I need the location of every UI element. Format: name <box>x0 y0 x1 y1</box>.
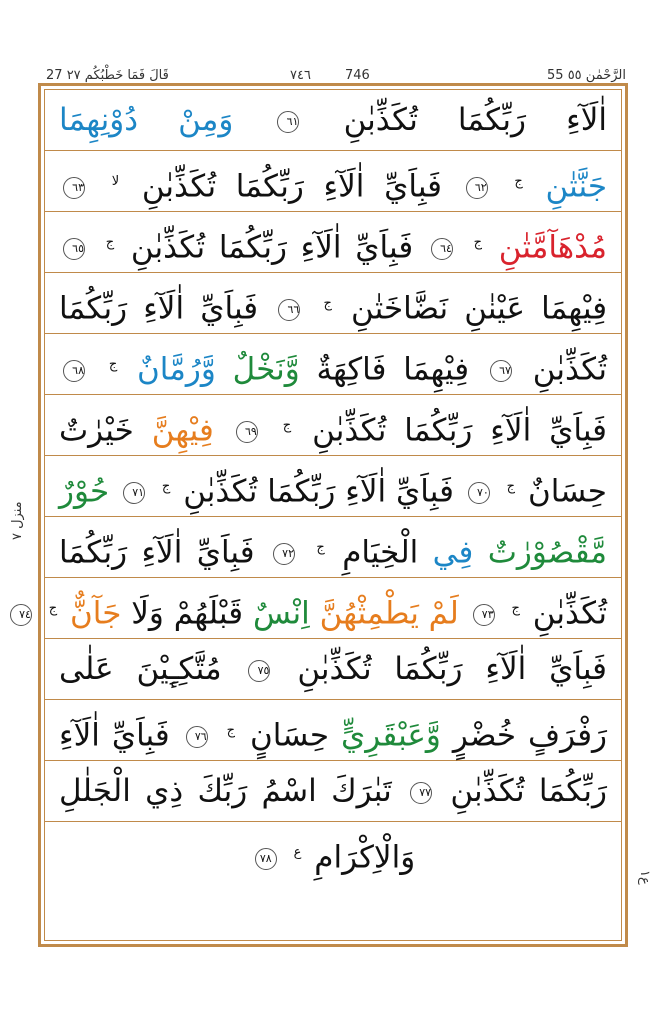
ayah-number-marker: ٧٦ <box>186 726 208 748</box>
waqf-stop-sign: ج <box>108 357 118 372</box>
text-line <box>45 456 621 517</box>
quran-text-segment: تُكَذِّبٰنِ <box>532 595 607 632</box>
waqf-stop-sign: ج <box>514 174 523 189</box>
ayah-number-marker: ٦٦ <box>278 299 300 321</box>
quran-text-segment: خَيْرٰتٌ <box>59 412 134 449</box>
header-page-number-arabic: ٧٤٦ <box>290 68 311 83</box>
quran-text-segment: جَآنٌّ <box>70 595 122 632</box>
ayah-number-marker: ٦٨ <box>63 360 85 382</box>
quran-text-segment: فِيْهِمَا فَاكِهَةٌ <box>316 351 470 388</box>
text-line <box>45 822 621 883</box>
ayah-number-marker: ٧٥ <box>248 660 270 682</box>
waqf-stop-sign: ج <box>316 540 325 555</box>
waqf-stop-sign: ج <box>506 479 516 494</box>
quran-text-segment: فَبِاَيِّ اٰلَآءِ رَبِّكُمَا تُكَذِّبٰنِ <box>183 473 454 510</box>
quran-text-segment: وَالْاِكْرَامِ <box>314 839 416 876</box>
waqf-stop-sign: ج <box>161 479 171 494</box>
ayah-number-marker: ٦٧ <box>490 360 512 382</box>
waqf-stop-sign: ج <box>473 235 483 250</box>
quran-text-segment: وَّعَبْقَرِيٍّ <box>341 717 441 754</box>
ruku-marker: ع١ <box>637 870 652 885</box>
quran-text-segment: حُوْرٌ <box>59 473 110 510</box>
text-line <box>45 639 621 700</box>
quran-text-segment: دُوْنِهِمَا <box>59 102 139 138</box>
text-line <box>45 700 621 761</box>
text-line <box>45 517 621 578</box>
text-line <box>45 761 621 822</box>
quran-text-segment: فَبِاَيِّ اٰلَآءِ رَبِّكُمَا تُكَذِّبٰنِ <box>297 651 607 687</box>
quran-text-segment: تُكَذِّبٰنِ <box>532 351 607 388</box>
text-line <box>45 90 621 151</box>
quran-text-segment: فَبِاَيِّ اٰلَآءِ رَبِّكُمَا تُكَذِّبٰنِ <box>312 412 608 449</box>
ayah-number-marker: ٦٣ <box>63 177 85 199</box>
manzil-marker: منزل ٧ <box>10 501 25 540</box>
ayah-number-marker: ٦٥ <box>63 238 85 260</box>
quran-text-segment: جَنَّتٰنِ <box>545 168 607 205</box>
quran-text-segment: فِيْهِنَّ <box>151 412 214 449</box>
ayah-number-marker: ٦٤ <box>431 238 453 260</box>
text-line <box>45 395 621 456</box>
quran-text-segment: وَّرُمَّانٌ <box>137 351 216 388</box>
ayah-number-marker: ٧٤ <box>10 604 32 626</box>
header-surah-label: 55 الرَّحْمٰن ٥٥ <box>547 68 626 83</box>
ayah-number-marker: ٧٢ <box>273 543 295 565</box>
quran-text-segment: اٰلَآءِ رَبِّكُمَا تُكَذِّبٰنِ <box>343 102 607 138</box>
waqf-stop-sign: ج <box>48 601 58 616</box>
waqf-stop-sign: لا <box>111 174 120 189</box>
quran-text-segment: حِسَانٌ <box>527 473 607 510</box>
quran-text-segment: قَبْلَهُمْ وَلَا <box>131 595 244 632</box>
text-line <box>45 273 621 334</box>
quran-text-segment: تَبٰرَكَ اسْمُ رَبِّكَ ذِي الْجَلٰلِ <box>59 773 392 809</box>
quran-text-segment: فَبِاَيِّ اٰلَآءِ رَبِّكُمَا تُكَذِّبٰنِ <box>130 229 414 266</box>
ayah-number-marker: ٧٧ <box>410 782 432 804</box>
waqf-stop-sign: ج <box>323 296 332 311</box>
text-line <box>45 334 621 395</box>
waqf-stop-sign: ج <box>226 723 236 738</box>
quran-text-segment: رَبِّكُمَا تُكَذِّبٰنِ <box>450 773 608 809</box>
ayah-number-marker: ٧٨ <box>255 848 277 870</box>
text-line <box>45 212 621 273</box>
header-juz-label: 27 قَالَ فَمَا خَطْبُكُم ٢٧ <box>46 68 169 83</box>
quran-text-segment: مَّقْصُوْرٰتٌ <box>487 534 608 571</box>
ayah-number-marker: ٧٣ <box>473 604 495 626</box>
quran-text-segment: وَّنَخْلٌ <box>232 351 300 388</box>
quran-text-segment: فِي <box>432 534 474 571</box>
quran-text-segment: فَبِاَيِّ اٰلَآءِ <box>59 717 170 754</box>
ayah-number-marker: ٧١ <box>123 482 145 504</box>
quran-text-segment: فَبِاَيِّ اٰلَآءِ رَبِّكُمَا تُكَذِّبٰنِ <box>141 168 442 205</box>
quran-text-segment: حِسَانٍ <box>250 717 330 754</box>
header-page-number: 746 <box>345 68 370 83</box>
quran-text-segment: اِنْسٌ <box>252 595 310 632</box>
text-line <box>45 151 621 212</box>
ayah-number-marker: ٦١ <box>277 111 299 133</box>
quran-text-segment: الْخِيَامِ <box>342 534 419 571</box>
quran-text-segment: فِيْهِمَا عَيْنٰنِ نَضَّاخَتٰنِ <box>351 290 608 327</box>
quran-text-segment: مُتَّكِـِٕيْنَ عَلٰى <box>59 651 222 687</box>
quran-text-segment: لَمْ يَطْمِثْهُنَّ <box>319 595 459 632</box>
ayah-number-marker: ٧٠ <box>468 482 490 504</box>
quran-text-segment: فَبِاَيِّ اٰلَآءِ رَبِّكُمَا <box>59 290 259 327</box>
ayah-number-marker: ٦٩ <box>236 421 258 443</box>
quran-text-segment: فَبِاَيِّ اٰلَآءِ رَبِّكُمَا <box>59 534 255 571</box>
quran-text-segment: رَفْرَفٍ خُضْرٍ <box>452 717 608 754</box>
text-line <box>19 578 621 639</box>
quran-text-segment: مُدْهَآمَّتٰنِ <box>498 229 607 266</box>
waqf-stop-sign: ع <box>293 845 302 860</box>
quran-text-segment: وَمِنْ <box>178 102 234 138</box>
waqf-stop-sign: ج <box>511 601 520 616</box>
waqf-stop-sign: ج <box>105 235 115 250</box>
ayah-number-marker: ٦٢ <box>466 177 488 199</box>
waqf-stop-sign: ج <box>282 418 292 433</box>
